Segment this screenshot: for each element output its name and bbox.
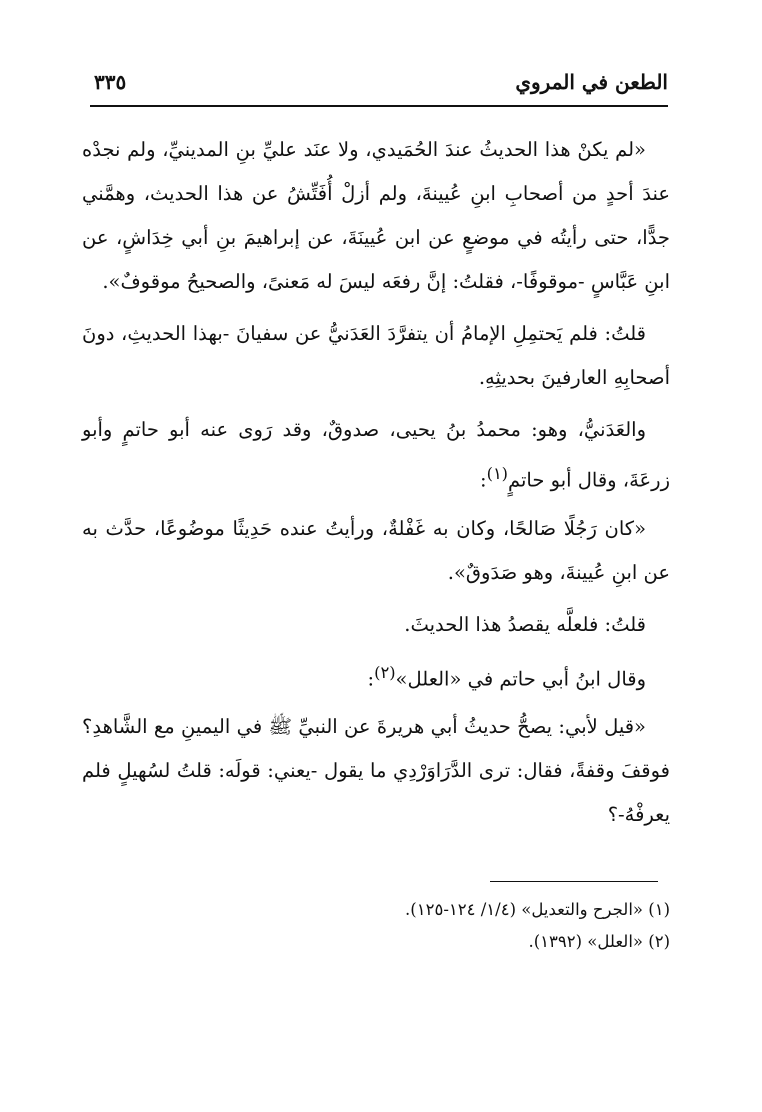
paragraph-quote-ilal: «قيل لأبي: يصحُّ حديثُ أبي هريرةَ عن النبيِّ ﷺ في اليمينِ مع الشَّاهدِ؟ فوقفَ وقفةً، فقال: ترى الدَّرَاوَرْدِي ما يقول -يعني: قولَه: قلتُ لسُهيلٍ فلم يعرفْهُ-؟	[82, 715, 670, 826]
page-number: ٣٣٥	[94, 70, 127, 94]
paragraph-quote-humaydi: «لم يكنْ هذا الحديثُ عندَ الحُمَيدي، ولا عنَد عليِّ بنِ المدينيِّ، ولم نجدْه عندَ أحدٍ من أصحابِ ابنِ عُيينةَ، ولم أزلْ أُفَتِّشُ عن هذا الحديث، وهمَّني جدًّا، حتى رأيتُه في موضعٍ عن ابن عُيينَةَ، عن إبراهيمَ بنِ أبي خِدَاشٍ، عن ابنِ عَبَّاسٍ -موقوفًا-، فقلتُ: إنَّ رفعَه ليسَ له مَعنىً، والصحيحُ موقوفٌ».	[82, 138, 670, 293]
paragraph-ibn-abi-hatim	[82, 651, 670, 702]
header-rule	[90, 105, 668, 107]
paragraph-quote-abu-hatim: «كان رَجُلًا صَالحًا، وكان به غَفْلةٌ، ورأيتُ عنده حَدِيثًا موضُوعًا، حدَّث به عن ابنِ عُيينةَ، وهو صَدَوقٌ».	[82, 516, 670, 584]
footnotes	[82, 894, 670, 958]
footnote-rule	[490, 881, 658, 882]
paragraph-colon: :	[480, 468, 487, 492]
paragraph-adani-status	[82, 408, 670, 503]
paragraph-text: والعَدَنيُّ، وهو: محمدُ بنُ يحيى، صدوقٌ، وقد رَوى عنه أبو حاتمٍ وأبو زرعَةَ، وقال أبو حاتمٍ	[82, 418, 670, 492]
body-text	[82, 128, 670, 845]
paragraph-note-adani: قلتُ: فلم يَحتمِلِ الإمامُ أن يتفرَّدَ العَدَنيُّ عن سفيانَ -بهذا الحديثِ، دونَ أصحابِهِ العارفينَ بحديثِهِ.	[82, 322, 670, 389]
paragraph-text: وقال ابنُ أبي حاتم في «العلل»	[395, 667, 646, 690]
paragraph-colon: :	[367, 667, 375, 690]
footnote-1: (١) «الجرح والتعديل» (١/٤/ ١٢٤-١٢٥).	[405, 900, 670, 919]
footnote-ref-2: (٢)	[374, 662, 396, 682]
paragraph-comment: قلتُ: فلعلَّه يقصدُ هذا الحديثَ.	[404, 612, 646, 636]
footnote-ref-1: (١)	[486, 464, 509, 483]
footnote-2: (٢) «العلل» (١٣٩٢).	[528, 932, 670, 951]
running-title: الطعن في المروي	[515, 70, 668, 94]
page-header	[94, 62, 668, 106]
